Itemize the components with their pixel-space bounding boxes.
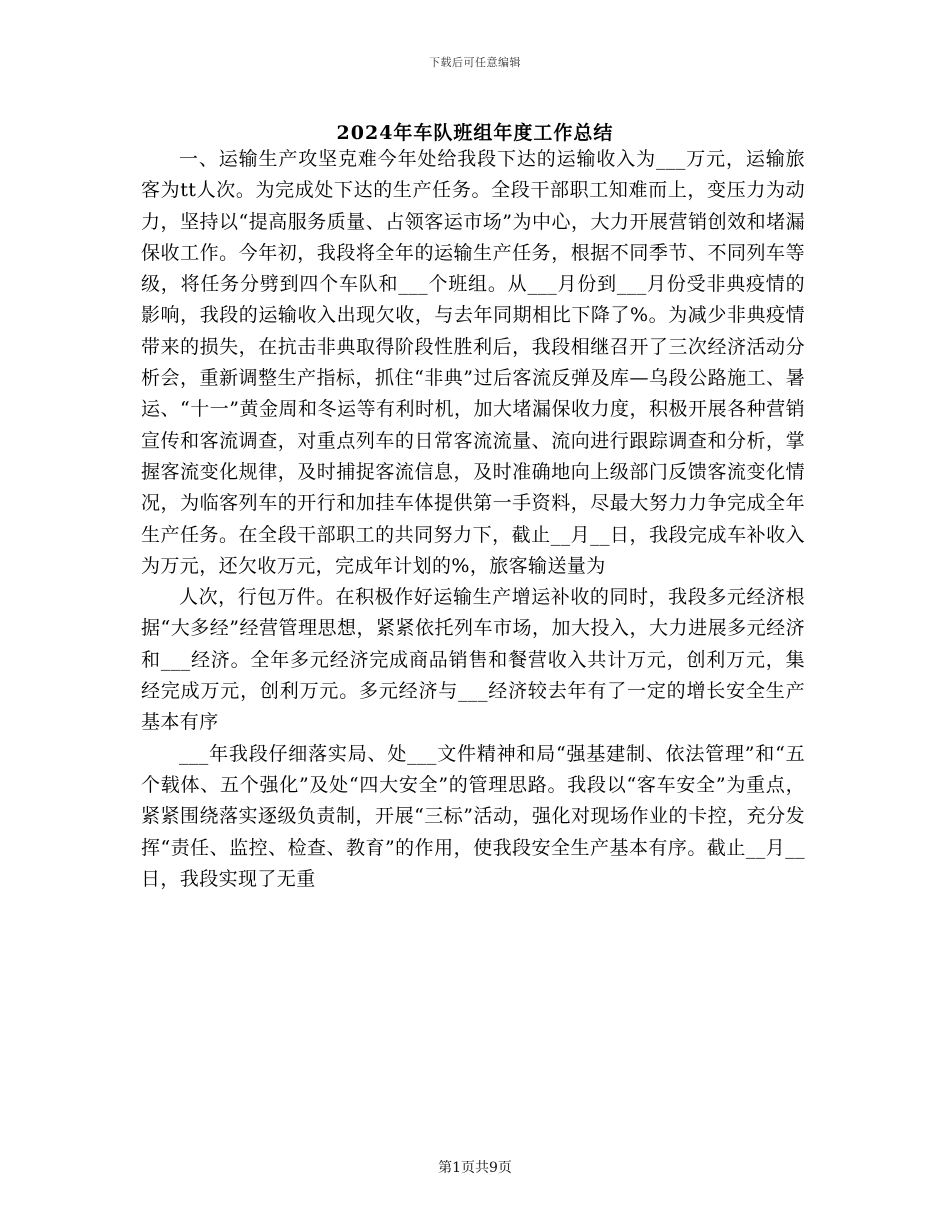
body-paragraph-2: 人次，行包万件。在积极作好运输生产增运补收的同时，我段多元经济根据“大多经”经营管理思想，紧紧依托列车市场，加大投入，大力进展多元经济和___经济。全年多元经济完成商品销售和餐营收入共计万元，创利万元，集经完成万元，创利万元。多元经济与___经济较去年有了一定的增长安全生产基本有序: [141, 586, 805, 734]
document-body: [141, 144, 805, 895]
body-paragraph-1: 一、运输生产攻坚克难今年处给我段下达的运输收入为___万元，运输旅客为tt人次。为完成处下达的生产任务。全段干部职工知难而上，变压力为动力，坚持以“提高服务质量、占领客运市场”为中心，大力开展营销创效和堵漏保收工作。今年初，我段将全年的运输生产任务，根据不同季节、不同列车等级，将任务分劈到四个车队和___个班组。从___月份到___月份受非典疫情的影响，我段的运输收入出现欠收，与去年同期相比下降了%。为减少非典疫情带来的损失，在抗击非典取得阶段性胜利后，我段相继召开了三次经济活动分析会，重新调整生产指标，抓住“非典”过后客流反弹及库—乌段公路施工、暑运、“十一”黄金周和冬运等有利时机，加大堵漏保收力度，积极开展各种营销宣传和客流调查，对重点列车的日常客流流量、流向进行跟踪调查和分析，掌握客流变化规律，及时捕捉客流信息，及时准确地向上级部门反馈客流变化情况，为临客列车的开行和加挂车体提供第一手资料，尽最大努力力争完成全年生产任务。在全段干部职工的共同努力下，截止__月__日，我段完成车补收入为万元，还欠收万元，完成年计划的%，旅客输送量为: [141, 148, 805, 577]
body-paragraph-3: ___年我段仔细落实局、处___文件精神和局“强基建制、依法管理”和“五个载体、五个强化”及处“四大安全”的管理思路。我段以“客车安全”为重点，紧紧围绕落实逐级负责制，开展“三标”活动，强化对现场作业的卡控，充分发挥“责任、监控、检查、教育”的作用，使我段安全生产基本有序。截止__月__日，我段实现了无重: [141, 742, 805, 890]
page-number: 第1页共9页: [438, 1160, 512, 1176]
document-title: 2024年车队班组年度工作总结: [336, 122, 614, 144]
page-header-note: 下载后可任意编辑: [429, 56, 521, 69]
